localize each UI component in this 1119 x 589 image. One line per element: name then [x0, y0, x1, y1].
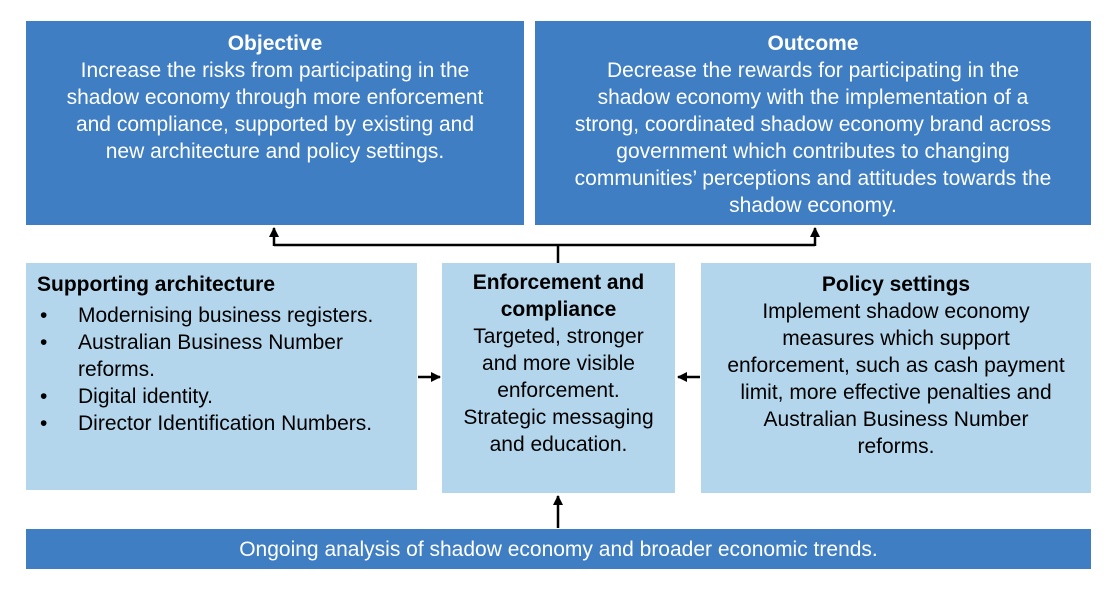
enforcement-line: and education.: [489, 433, 628, 456]
outcome-line: shadow economy.: [729, 194, 897, 217]
outcome-line: strong, coordinated shadow economy brand across: [574, 113, 1052, 136]
enforcement-title-line: compliance: [500, 298, 617, 321]
policy-line: reforms.: [857, 435, 935, 458]
outcome-line: communities’ perceptions and attitudes towards the: [574, 167, 1052, 190]
policy-line: enforcement, such as cash payment: [727, 354, 1065, 377]
bullet-icon: •: [40, 331, 48, 354]
bullet-icon: •: [40, 385, 48, 408]
list-item-line: reforms.: [78, 358, 156, 381]
outcome-line: Decrease the rewards for participating in the: [606, 59, 1020, 82]
supporting-architecture-title: Supporting architecture: [37, 273, 276, 296]
list-item-line: Director Identification Numbers.: [78, 412, 373, 435]
objective-box: [26, 21, 524, 225]
supporting-architecture-list: [37, 302, 417, 437]
policy-settings-text: [707, 298, 1085, 460]
enforcement-title-line: Enforcement and: [472, 271, 645, 294]
enforcement-compliance-box: [442, 263, 675, 493]
list-item-line: Australian Business Number: [78, 331, 343, 354]
outcome-title: Outcome: [767, 32, 859, 55]
list-item: [37, 302, 417, 329]
list-item: [37, 329, 417, 383]
list-item-line: Modernising business registers.: [78, 304, 374, 327]
enforcement-line: enforcement.: [497, 379, 620, 402]
outcome-line: shadow economy with the implementation of a: [597, 86, 1029, 109]
ongoing-analysis-text: Ongoing analysis of shadow economy and broader economic trends.: [239, 538, 878, 561]
enforcement-line: Strategic messaging: [463, 406, 654, 429]
outcome-line: government which contributes to changing: [616, 140, 1010, 163]
enforcement-title: [446, 269, 671, 323]
enforcement-text: [446, 323, 671, 458]
policy-settings-box: [701, 263, 1091, 493]
enforcement-line: Targeted, stronger: [473, 325, 644, 348]
policy-line: measures which support: [782, 327, 1010, 350]
supporting-architecture-box: [26, 263, 417, 490]
outcome-box: [535, 21, 1091, 225]
policy-line: Implement shadow economy: [762, 300, 1030, 323]
bullet-icon: •: [40, 412, 48, 435]
objective-line: shadow economy through more enforcement: [66, 86, 484, 109]
list-item: [37, 383, 417, 410]
objective-line: and compliance, supported by existing and: [75, 113, 475, 136]
enforcement-line: and more visible: [482, 352, 635, 375]
ongoing-analysis-bar: [26, 529, 1091, 569]
list-item: [37, 410, 417, 437]
objective-line: Increase the risks from participating in the: [80, 59, 470, 82]
list-item-line: Digital identity.: [78, 385, 214, 408]
policy-settings-title: Policy settings: [821, 273, 971, 296]
outcome-text: [541, 57, 1085, 219]
objective-line: new architecture and policy settings.: [105, 140, 445, 163]
policy-line: Australian Business Number: [763, 408, 1029, 431]
objective-text: [32, 57, 518, 165]
objective-title: Objective: [227, 32, 323, 55]
bullet-icon: •: [40, 304, 48, 327]
policy-line: limit, more effective penalties and: [740, 381, 1052, 404]
